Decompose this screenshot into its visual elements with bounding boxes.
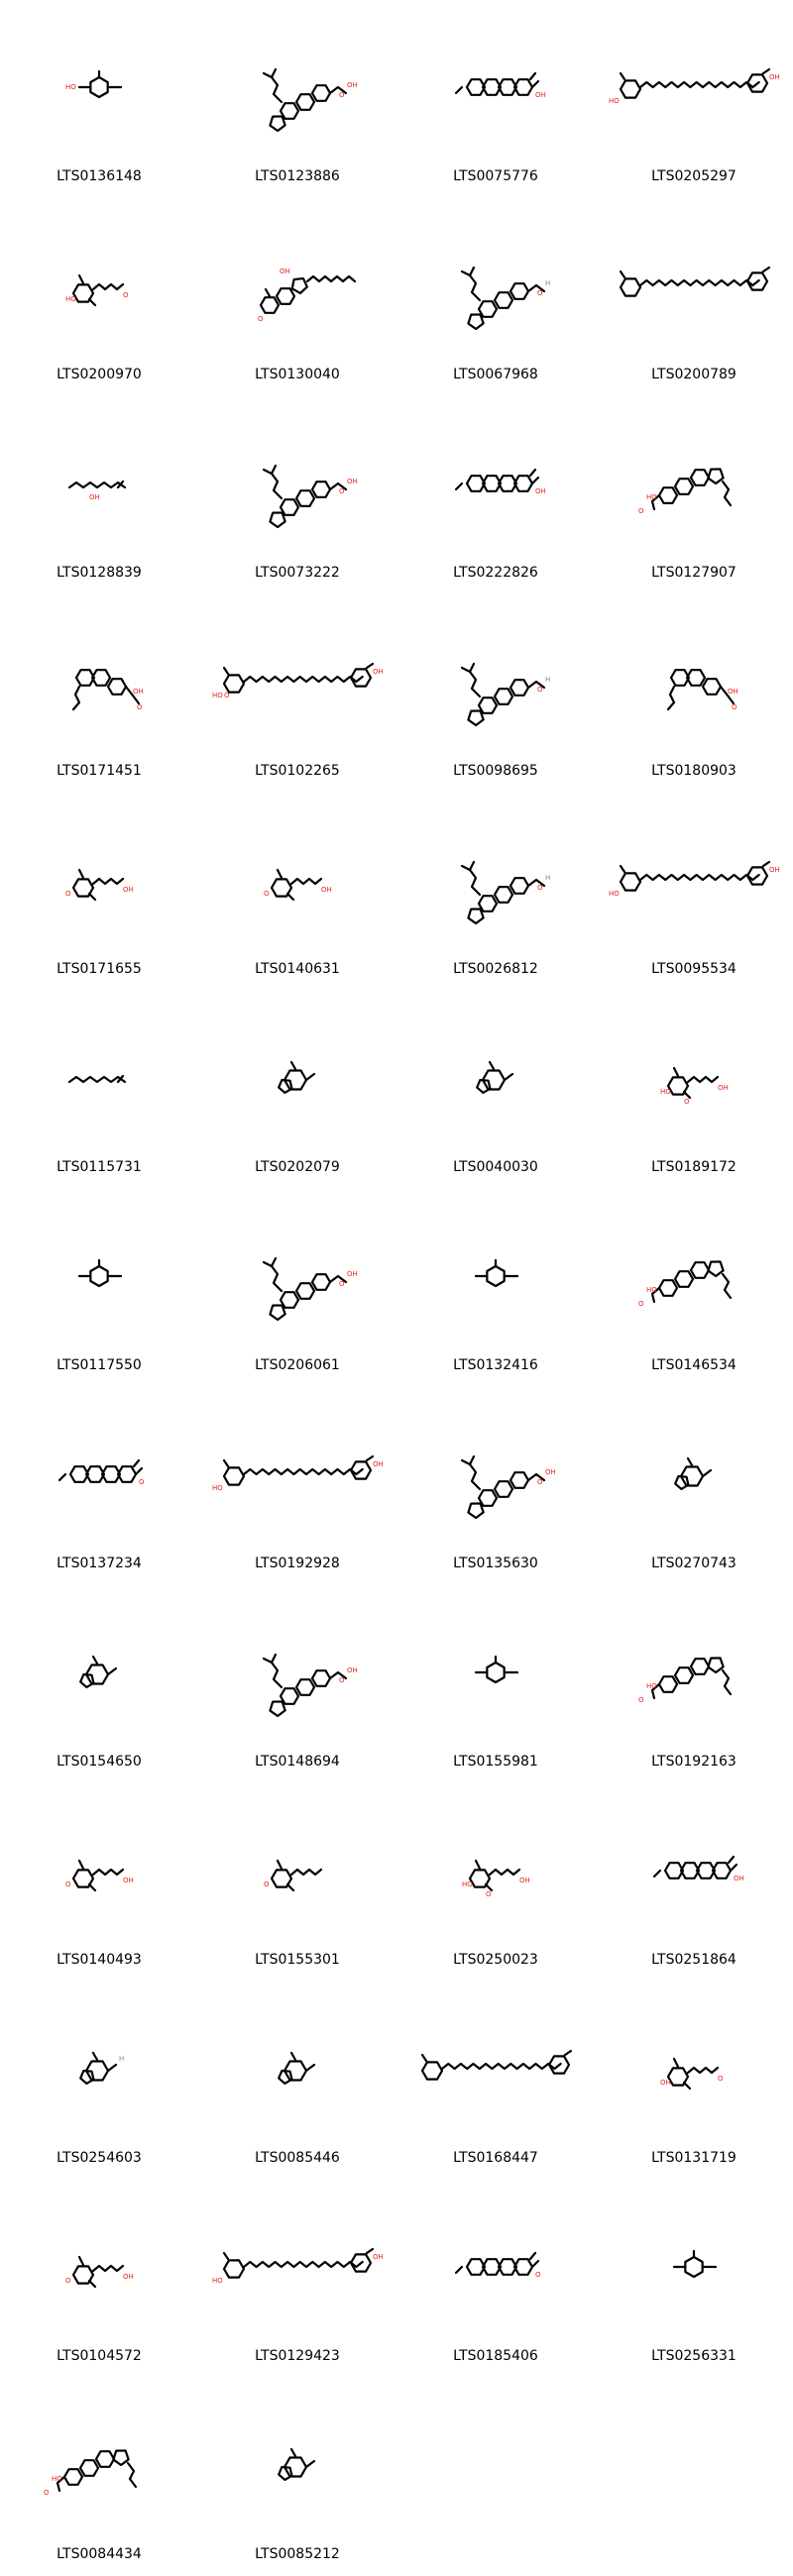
molecule-svg (198, 1982, 396, 2130)
atom-label: OH (660, 2079, 671, 2087)
molecule-cell (595, 0, 793, 198)
molecule-structure (595, 198, 793, 347)
atom-label: OH (321, 886, 332, 894)
atom-label: OH (280, 268, 290, 275)
atom-label: O (718, 2075, 724, 2083)
molecule-id-label: LTS0132416 (453, 1357, 538, 1373)
molecule-structure (0, 594, 198, 743)
molecule-svg (396, 594, 595, 743)
molecule-id-label: LTS0146534 (651, 1357, 736, 1373)
molecule-cell (198, 1783, 396, 1982)
atom-label: HO (609, 890, 620, 898)
atom-label: OH (519, 1877, 530, 1884)
molecule-structure (198, 793, 396, 941)
molecule-cell (198, 198, 396, 396)
molecule-structure (0, 2180, 198, 2328)
molecule-id-label: LTS0075776 (453, 168, 538, 184)
molecule-svg (198, 2180, 396, 2328)
molecule-id-label: LTS0270743 (651, 1556, 736, 1571)
molecule-svg (198, 991, 396, 1139)
molecule-id-label: LTS0123886 (255, 168, 340, 184)
molecule-cell (595, 1189, 793, 1387)
molecule-structure (198, 0, 396, 149)
molecule-structure (0, 1783, 198, 1932)
atom-label: OH (535, 91, 546, 99)
molecule-id-label: LTS0254603 (57, 2150, 142, 2166)
molecule-svg (0, 198, 198, 347)
molecule-cell (0, 1982, 198, 2180)
molecule-cell (0, 793, 198, 991)
molecule-svg (396, 1387, 595, 1536)
molecule-svg (0, 1387, 198, 1536)
molecule-cell (198, 1982, 396, 2180)
molecule-svg (0, 793, 198, 941)
molecule-id-label: LTS0098695 (453, 763, 538, 779)
molecule-id-label: LTS0129423 (255, 2348, 340, 2364)
molecule-id-label: LTS0192163 (651, 1754, 736, 1770)
atom-label: OH (718, 1084, 729, 1092)
molecule-id-label: LTS0136148 (57, 168, 142, 184)
molecule-id-label: LTS0026812 (453, 961, 538, 977)
molecule-structure (0, 2378, 198, 2526)
molecule-svg (0, 396, 198, 545)
molecule-id-label: LTS0073222 (255, 565, 340, 581)
molecule-id-label: LTS0180903 (651, 763, 736, 779)
atom-label: OH (347, 478, 358, 485)
atom-label: HO (646, 1682, 657, 1690)
molecule-cell (595, 396, 793, 594)
atom-label: OH (89, 493, 100, 501)
molecule-cell (396, 1982, 595, 2180)
molecule-id-label: LTS0148694 (255, 1754, 340, 1770)
molecule-svg (198, 594, 396, 743)
molecule-svg (0, 1982, 198, 2130)
atom-label: HO (212, 2277, 223, 2285)
atom-label: HO (65, 83, 76, 91)
molecule-cell (396, 991, 595, 1189)
molecule-svg (595, 1783, 793, 1932)
molecule-id-label: LTS0206061 (255, 1357, 340, 1373)
molecule-structure (198, 991, 396, 1139)
molecule-structure (0, 1585, 198, 1734)
molecule-svg (0, 1189, 198, 1338)
molecule-id-label: LTS0137234 (57, 1556, 142, 1571)
atom-label: OH (133, 688, 144, 696)
molecule-id-label: LTS0130040 (255, 367, 340, 382)
molecule-svg (396, 991, 595, 1139)
molecule-structure (396, 991, 595, 1139)
molecule-cell (198, 0, 396, 198)
atom-label: O (264, 1880, 270, 1888)
molecule-cell (198, 793, 396, 991)
molecule-cell (198, 2180, 396, 2378)
molecule-id-label: LTS0117550 (57, 1357, 142, 1373)
molecule-cell (0, 1189, 198, 1387)
molecule-id-label: LTS0131719 (651, 2150, 736, 2166)
atom-label: OH (373, 1460, 384, 1468)
molecule-structure (595, 594, 793, 743)
molecule-id-label: LTS0085446 (255, 2150, 340, 2166)
atom-label: O (339, 1280, 345, 1288)
atom-label: HO (609, 97, 620, 105)
molecule-cell (595, 594, 793, 793)
atom-label: OH (347, 1270, 358, 1278)
molecule-id-label: LTS0140631 (255, 961, 340, 977)
molecule-cell (595, 2180, 793, 2378)
atom-label: O (638, 507, 644, 515)
molecule-svg (198, 1585, 396, 1734)
molecule-svg (595, 991, 793, 1139)
molecule-structure (198, 396, 396, 545)
atom-label: OH (535, 487, 546, 495)
atom-label: OH (347, 81, 358, 89)
molecule-structure (198, 1189, 396, 1338)
molecule-structure (396, 1387, 595, 1536)
atom-label: HO (660, 1088, 671, 1096)
atom-label: O (339, 487, 345, 495)
molecule-id-label: LTS0140493 (57, 1952, 142, 1968)
molecule-id-label: LTS0251864 (651, 1952, 736, 1968)
molecule-structure (396, 0, 595, 149)
atom-label: O (258, 315, 264, 323)
molecule-structure (0, 1387, 198, 1536)
molecule-svg (396, 2180, 595, 2328)
molecule-cell (0, 2378, 198, 2576)
molecule-svg (595, 2180, 793, 2328)
atom-label: H (545, 279, 551, 287)
molecule-structure (0, 793, 198, 941)
molecule-cell (0, 1585, 198, 1783)
atom-label: HO (212, 692, 223, 699)
atom-label: O (638, 1300, 644, 1308)
molecule-cell (396, 1387, 595, 1585)
atom-label: O (44, 2489, 50, 2497)
molecule-cell (198, 1585, 396, 1783)
molecule-svg (0, 594, 198, 743)
molecule-id-label: LTS0115731 (57, 1159, 142, 1175)
atom-label: O (732, 703, 737, 711)
atom-label: HO (212, 1484, 223, 1492)
molecule-structure (198, 1982, 396, 2130)
molecule-structure (0, 198, 198, 347)
atom-label: HO (52, 2475, 62, 2483)
molecule-svg (198, 0, 396, 149)
molecule-structure (198, 1585, 396, 1734)
atom-label: O (339, 1676, 345, 1684)
molecule-id-label: LTS0104572 (57, 2348, 142, 2364)
molecule-structure (595, 793, 793, 941)
atom-label: OH (373, 668, 384, 676)
molecule-structure (595, 1982, 793, 2130)
molecule-svg (595, 594, 793, 743)
molecule-structure (396, 1982, 595, 2130)
molecule-cell (198, 594, 396, 793)
atom-label: H (545, 874, 551, 882)
molecule-id-label: LTS0095534 (651, 961, 736, 977)
molecule-id-label: LTS0128839 (57, 565, 142, 581)
molecule-id-label: LTS0127907 (651, 565, 736, 581)
molecule-id-label: LTS0155301 (255, 1952, 340, 1968)
molecule-structure (198, 198, 396, 347)
molecule-id-label: LTS0154650 (57, 1754, 142, 1770)
molecule-svg (0, 991, 198, 1139)
atom-label: O (537, 884, 543, 892)
atom-label: OH (123, 2273, 134, 2281)
molecule-structure (0, 0, 198, 149)
molecule-cell (595, 793, 793, 991)
atom-label: O (137, 703, 143, 711)
molecule-structure (396, 793, 595, 941)
molecule-svg (396, 793, 595, 941)
molecule-structure (595, 0, 793, 149)
atom-label: O (638, 1696, 644, 1704)
molecule-structure (396, 1585, 595, 1734)
molecule-svg (396, 1982, 595, 2130)
molecule-svg (595, 396, 793, 545)
atom-label: O (123, 291, 129, 299)
molecule-structure (0, 991, 198, 1139)
molecule-svg (198, 1387, 396, 1536)
molecule-svg (595, 793, 793, 941)
molecule-id-label: LTS0250023 (453, 1952, 538, 1968)
atom-label: OH (347, 1666, 358, 1674)
molecule-structure (0, 1982, 198, 2130)
molecule-cell (0, 594, 198, 793)
molecule-svg (0, 2378, 198, 2526)
molecule-cell (0, 991, 198, 1189)
molecule-structure (198, 2180, 396, 2328)
molecule-cell (198, 991, 396, 1189)
molecule-cell (0, 2180, 198, 2378)
molecule-svg (0, 1585, 198, 1734)
molecule-svg (198, 396, 396, 545)
molecule-id-label: LTS0084434 (57, 2546, 142, 2562)
atom-label: H (119, 2055, 125, 2063)
atom-label: O (537, 289, 543, 297)
atom-label: OH (769, 866, 780, 874)
molecule-cell (198, 1189, 396, 1387)
molecule-id-label: LTS0256331 (651, 2348, 736, 2364)
atom-label: O (537, 1478, 543, 1486)
molecule-id-label: LTS0222826 (453, 565, 538, 581)
molecule-id-label: LTS0168447 (453, 2150, 538, 2166)
molecule-svg (396, 1189, 595, 1338)
molecule-cell (595, 1783, 793, 1982)
atom-label: OH (545, 1468, 556, 1476)
molecule-svg (198, 793, 396, 941)
molecule-id-label: LTS0085212 (255, 2546, 340, 2562)
molecule-cell (595, 991, 793, 1189)
molecule-id-label: LTS0171451 (57, 763, 142, 779)
molecule-svg (0, 1783, 198, 1932)
molecule-id-label: LTS0192928 (255, 1556, 340, 1571)
molecule-structure (396, 396, 595, 545)
molecule-structure (595, 2180, 793, 2328)
atom-label: O (224, 692, 230, 699)
molecule-cell (396, 2180, 595, 2378)
molecule-cell (198, 1387, 396, 1585)
atom-label: O (65, 1880, 71, 1888)
molecule-structure (396, 2180, 595, 2328)
molecule-cell (396, 1189, 595, 1387)
atom-label: O (65, 2277, 71, 2285)
molecule-structure (0, 1189, 198, 1338)
molecule-id-label: LTS0200789 (651, 367, 736, 382)
molecule-id-label: LTS0135630 (453, 1556, 538, 1571)
molecule-structure (198, 2378, 396, 2526)
molecule-svg (198, 1783, 396, 1932)
molecule-structure (396, 1189, 595, 1338)
molecule-cell (595, 198, 793, 396)
atom-label: OH (734, 1875, 744, 1882)
molecule-id-label: LTS0200970 (57, 367, 142, 382)
molecule-svg (198, 198, 396, 347)
molecule-structure (198, 1387, 396, 1536)
molecule-id-label: LTS0067968 (453, 367, 538, 382)
molecule-id-label: LTS0171655 (57, 961, 142, 977)
molecule-cell (0, 198, 198, 396)
atom-label: O (684, 1098, 690, 1106)
atom-label: O (65, 890, 71, 898)
molecule-cell (0, 396, 198, 594)
molecule-svg (0, 2180, 198, 2328)
molecule-svg (595, 198, 793, 347)
atom-label: O (339, 91, 345, 99)
atom-label: OH (373, 2253, 384, 2261)
molecule-id-label: LTS0185406 (453, 2348, 538, 2364)
molecule-cell (198, 396, 396, 594)
molecule-structure (595, 1585, 793, 1734)
molecule-id-label: LTS0155981 (453, 1754, 538, 1770)
molecule-cell (595, 1982, 793, 2180)
molecule-svg (198, 1189, 396, 1338)
molecule-id-label: LTS0189172 (651, 1159, 736, 1175)
molecule-cell (595, 1387, 793, 1585)
atom-label: OH (769, 73, 780, 81)
molecule-svg (396, 1585, 595, 1734)
atom-label: HO (646, 1286, 657, 1294)
molecule-svg (595, 1387, 793, 1536)
molecule-structure (396, 1783, 595, 1932)
molecule-svg (396, 198, 595, 347)
atom-label: HO (65, 295, 76, 303)
atom-label: O (139, 1478, 145, 1486)
molecule-cell (0, 1387, 198, 1585)
molecule-svg (595, 0, 793, 149)
atom-label: HO (646, 493, 657, 501)
molecule-id-label: LTS0040030 (453, 1159, 538, 1175)
atom-label: O (535, 2271, 541, 2279)
atom-label: OH (728, 688, 738, 696)
molecule-id-label: LTS0102265 (255, 763, 340, 779)
molecule-cell (198, 2378, 396, 2576)
molecule-cell (0, 1783, 198, 1982)
molecule-svg (595, 1189, 793, 1338)
molecule-svg (595, 1982, 793, 2130)
molecule-structure (595, 396, 793, 545)
atom-label: H (545, 676, 551, 684)
molecule-svg (396, 0, 595, 149)
molecule-structure (595, 1189, 793, 1338)
molecule-structure (396, 594, 595, 743)
molecule-cell (396, 1585, 595, 1783)
molecule-structure (595, 1387, 793, 1536)
molecule-structure (198, 594, 396, 743)
molecule-cell (595, 1585, 793, 1783)
atom-label: O (264, 890, 270, 898)
molecule-structure (595, 991, 793, 1139)
atom-label: OH (123, 886, 134, 894)
molecule-id-label: LTS0205297 (651, 168, 736, 184)
molecule-svg (396, 1783, 595, 1932)
molecule-structure (396, 198, 595, 347)
atom-label: O (486, 1890, 492, 1898)
molecule-cell (0, 0, 198, 198)
molecule-cell (396, 594, 595, 793)
molecule-cell (396, 0, 595, 198)
atom-label: O (537, 686, 543, 694)
molecule-structure (0, 396, 198, 545)
molecule-svg (396, 396, 595, 545)
molecule-cell (396, 1783, 595, 1982)
molecule-cell (396, 198, 595, 396)
molecule-cell (396, 793, 595, 991)
atom-label: OH (123, 1877, 134, 1884)
molecule-structure (595, 1783, 793, 1932)
atom-label: HO (462, 1880, 473, 1888)
molecule-id-label: LTS0202079 (255, 1159, 340, 1175)
molecule-svg (595, 1585, 793, 1734)
molecule-cell (396, 396, 595, 594)
molecule-svg (198, 2378, 396, 2526)
molecule-svg (0, 0, 198, 149)
molecule-structure (198, 1783, 396, 1932)
